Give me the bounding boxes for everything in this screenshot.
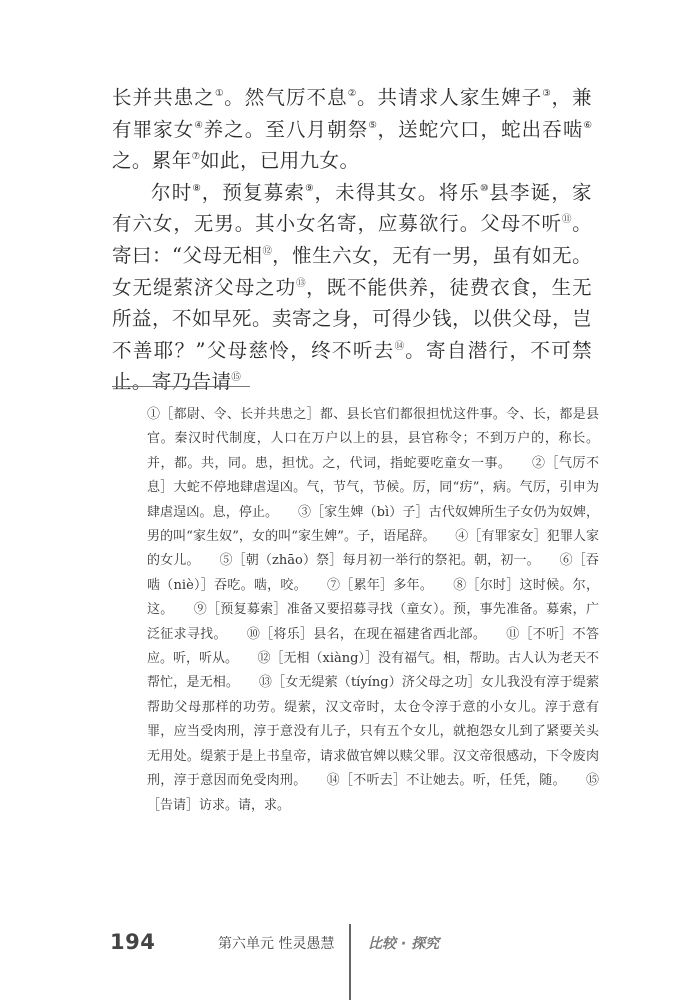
- footnote-marker: ⑥: [583, 119, 592, 131]
- footnote-marker: ⑭: [394, 340, 406, 352]
- text-segment: 之。累年: [112, 149, 192, 173]
- footnote: ⑩［将乐］县名，在现在福建省西北部。: [246, 626, 480, 642]
- footnote: ⑫［无相（xiàng）］没有福气。相，帮助。古人认为老天不帮忙，是无相。: [147, 651, 599, 691]
- footnote: ①［都尉、令、长并共患之］都、县长官们都很担忧这件事。令、长，都是县官。秦汉时代制度，人口在万户以上的县，县官称令；不到万户的，称长。并，都。共，同。患，担忧。之，代词，指蛇要吃童女一事。: [147, 407, 599, 471]
- footnote-marker: ⑦: [191, 151, 201, 163]
- page-footer: [0, 920, 700, 1000]
- footnote-marker: ③: [542, 88, 552, 99]
- text-segment: ，惟生六女，无有一男，虽有如无。女无缇萦济父母之功: [112, 243, 592, 299]
- main-text: [112, 82, 592, 398]
- text-segment: 养之。至八月朝祭: [203, 117, 369, 141]
- footnote: ②［气厉不息］大蛇不停地肆虐逞凶。气，节气，节候。厉，同“疠”，病。气厉，引申为肆虐逞凶。息，停止。: [147, 455, 599, 520]
- footnote: ⑦［累年］多年。: [327, 577, 427, 593]
- footnote: ⑧［尔时］这时候。尔，这。: [147, 577, 599, 618]
- footnote-marker: ⑤: [368, 119, 378, 131]
- footnote-divider: [112, 386, 250, 387]
- footnote-marker: ①: [214, 88, 225, 99]
- page-number: 194: [110, 930, 156, 954]
- footnote-marker: ⑧: [192, 182, 202, 194]
- text-segment: ，未得其女。将乐: [314, 180, 480, 204]
- footnote-marker: ⑨: [305, 182, 315, 194]
- footnote: ⑮［告请］访求。请，求。: [147, 773, 599, 813]
- text-segment: 如此，已用九女。: [200, 149, 360, 173]
- footnote-marker: ②: [347, 88, 357, 99]
- paragraph: [112, 82, 592, 177]
- footnote-marker: ⑫: [262, 245, 273, 257]
- footnote: ⑪［不听］不答应。听，听从。: [147, 626, 599, 667]
- text-segment: 。共请求人家生婢子: [356, 86, 543, 109]
- footnotes: [147, 403, 599, 818]
- paragraph: [112, 177, 592, 398]
- footnote: ⑥［吞啮（niè）］吞吃。啮，咬。: [147, 553, 599, 593]
- section-title: 比较 · 探究: [368, 936, 440, 952]
- text-segment: 尔时: [151, 180, 193, 204]
- footnote: ⑭［不听去］不让她去。听，任凭，随。: [326, 773, 560, 789]
- text-segment: ，兼有罪家女: [112, 86, 592, 141]
- footnote-marker: ⑬: [296, 277, 307, 289]
- text-segment: 。寄曰：“父母无相: [112, 212, 592, 267]
- footnote: ⑬［女无缇萦（tíyíng）济父母之功］女儿我没有淳于缇萦帮助父母那样的功劳。缇萦，汉文帝时，太仓令淳于意的小女儿。淳于意有罪，应当受肉刑，淳于意没有儿子，只有五个女儿，就抱怨女儿到了紧要关头无用处。缇萦于是上书皇帝，请求做官婢以赎父罪。汉文帝很感动，下令废肉刑，淳于意因而免受肉刑。: [147, 675, 599, 789]
- text-segment: 。然气厉不息: [224, 86, 348, 109]
- footnote: ⑤［朝（zhāo）祭］每月初一举行的祭祀。朝，初一。: [219, 553, 534, 569]
- text-segment: 县李诞，家有六女，无男。其小女名寄，应募欲行。父母不听: [112, 180, 592, 236]
- footnote: ⑨［预复募索］准备又要招募寻找（童女）。预，事先准备。募索，广泛征求寻找。: [147, 602, 599, 642]
- text-segment: ，既不能供养，徒费衣食，生无所益，不如早死。卖寄之身，可得少钱，以供父母，岂不善耶？”父母慈怜，终不听去: [112, 275, 592, 362]
- unit-title: 第六单元 性灵愚慧: [218, 936, 335, 952]
- text-segment: 。寄自潜行，不可禁止。寄乃告请: [112, 338, 592, 394]
- text-segment: ，送蛇穴口，蛇出吞啮: [377, 117, 584, 141]
- footnote-marker: ⑩: [479, 182, 490, 194]
- footnote-marker: ⑮: [231, 372, 241, 384]
- text-segment: 长并共患之: [112, 86, 215, 109]
- footnote: ④［有罪家女］犯罪人家的女儿。: [147, 529, 599, 569]
- text-segment: ，预复募索: [201, 180, 306, 204]
- footnote: ③［家生婢（bì）子］古代奴婢所生子女仍为奴婢，男的叫“家生奴”，女的叫“家生婢”。子，语尾辞。: [147, 504, 599, 545]
- footnote-marker: ④: [194, 119, 204, 131]
- footer-divider: [349, 924, 351, 1000]
- footnote-marker: ⑪: [562, 214, 573, 226]
